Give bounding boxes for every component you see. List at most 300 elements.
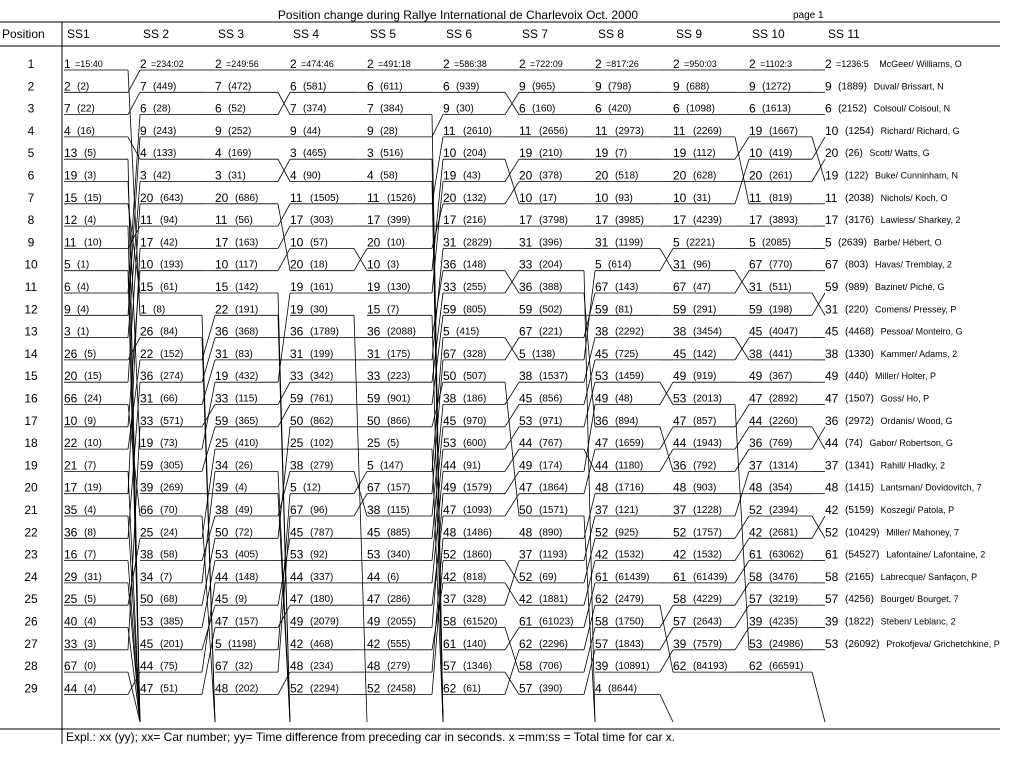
car-number: 5 (595, 257, 602, 272)
car-number: 6 (595, 101, 602, 116)
car-number: 59 (673, 302, 687, 317)
crew-name: Ordanis/ Wood, G (880, 415, 953, 426)
total-time: =234:02 (151, 59, 184, 69)
car-number: 53 (673, 391, 687, 406)
car-number: 35 (64, 503, 78, 517)
car-number: 9 (749, 79, 756, 94)
car-number: 53 (519, 413, 533, 428)
car-number: 25 (367, 436, 381, 451)
time-difference: (365) (235, 415, 259, 427)
car-number: 7 (64, 101, 71, 116)
time-difference: (3476) (769, 571, 798, 583)
car-number: 66 (140, 503, 154, 517)
time-difference: (1415) (845, 482, 874, 494)
time-difference: (19) (84, 482, 102, 494)
time-difference: (340) (387, 549, 411, 561)
time-difference: (2088) (387, 326, 416, 338)
position-number: 11 (24, 280, 38, 294)
car-number: 47 (673, 413, 687, 428)
time-difference: (1) (77, 326, 90, 338)
time-difference: (7) (387, 304, 400, 316)
stage-header-6: SS 6 (446, 27, 473, 41)
position-connector (432, 115, 443, 137)
car-number: 62 (749, 659, 763, 674)
crew-name: Buke/ Cunninham, N (875, 170, 959, 181)
car-number: 2 (215, 57, 222, 71)
time-difference: (2294) (310, 683, 339, 695)
car-number: 31 (519, 235, 533, 250)
car-number: 52 (443, 547, 457, 562)
car-number: 59 (443, 302, 457, 317)
car-number: 31 (673, 257, 687, 272)
car-number: 62 (519, 636, 533, 651)
car-number: 11 (64, 235, 77, 250)
car-number: 17 (140, 235, 154, 250)
car-number: 49 (595, 391, 609, 406)
time-difference: (4047) (769, 326, 798, 338)
time-difference: (2639) (838, 237, 867, 249)
position-number: 6 (27, 168, 35, 183)
position-connector (735, 405, 749, 427)
time-difference: (328) (463, 594, 487, 606)
car-number: 45 (290, 525, 304, 540)
car-number: 44 (215, 569, 229, 584)
time-difference: (3) (387, 259, 400, 271)
car-number: 11 (367, 190, 380, 205)
car-number: 3 (64, 324, 71, 339)
position-number: 15 (24, 369, 38, 384)
time-difference: (1843) (615, 638, 644, 650)
car-number: 67 (290, 503, 304, 517)
time-difference: (368) (235, 326, 259, 338)
car-number: 2 (595, 57, 602, 71)
car-number: 45 (673, 346, 687, 361)
car-number: 53 (825, 636, 839, 651)
position-connector (505, 628, 519, 673)
time-difference: (4) (235, 482, 248, 494)
car-number: 6 (443, 79, 450, 94)
car-number: 44 (519, 436, 533, 451)
time-difference: (28) (153, 103, 171, 115)
time-difference: (472) (228, 81, 252, 93)
position-connector (584, 360, 595, 405)
car-number: 20 (749, 168, 763, 183)
time-difference: (49) (235, 505, 253, 516)
time-difference: (96) (693, 259, 711, 271)
time-difference: (1254) (845, 125, 874, 137)
position-number: 10 (24, 257, 38, 272)
time-difference: (193) (160, 259, 184, 271)
time-difference: (223) (387, 371, 411, 383)
time-difference: (468) (310, 638, 334, 650)
time-difference: (688) (686, 81, 710, 93)
time-difference: (518) (615, 170, 639, 182)
car-number: 25 (64, 592, 78, 607)
car-number: 39 (749, 614, 763, 629)
time-difference: (706) (539, 661, 563, 673)
time-difference: (1272) (762, 81, 791, 93)
time-difference: (1659) (615, 438, 644, 450)
car-number: 57 (519, 681, 533, 696)
car-number: 16 (64, 547, 78, 562)
time-difference: (885) (387, 527, 411, 539)
car-number: 48 (825, 480, 839, 495)
car-number: 2 (825, 57, 832, 71)
car-number: 38 (595, 324, 609, 339)
crew-name: Bazinet/ Piché, G (875, 282, 945, 292)
car-number: 45 (595, 346, 609, 361)
time-difference: (175) (387, 348, 411, 360)
car-number: 59 (290, 391, 304, 406)
crew-name: Pessoa/ Monteiro, G (880, 326, 963, 337)
time-difference: (32) (235, 661, 253, 673)
time-difference: (117) (235, 259, 258, 271)
position-connector (128, 70, 140, 92)
time-difference: (384) (380, 103, 404, 115)
time-difference: (965) (532, 81, 556, 93)
car-number: 52 (519, 569, 533, 584)
position-number: 27 (24, 636, 38, 651)
time-difference: (74) (845, 438, 863, 450)
position-connector (812, 137, 825, 182)
time-difference: (10) (84, 237, 102, 249)
time-difference: (198) (769, 304, 793, 316)
time-difference: (4235) (769, 616, 798, 628)
retirement-connector (584, 516, 595, 722)
car-number: 67 (749, 257, 763, 272)
time-difference: (31) (84, 571, 102, 583)
time-difference: (152) (160, 348, 184, 360)
total-time: =817:26 (606, 59, 639, 69)
car-number: 20 (140, 190, 154, 205)
car-number: 10 (215, 257, 229, 272)
car-number: 11 (290, 190, 303, 205)
time-difference: (611) (380, 81, 403, 93)
time-difference: (102) (310, 438, 334, 450)
stage-header-11: SS 11 (828, 27, 860, 41)
time-difference: (115) (387, 505, 410, 516)
car-number: 47 (290, 592, 304, 607)
car-number: 34 (140, 569, 154, 584)
time-difference: (4468) (845, 326, 874, 338)
time-difference: (1881) (539, 594, 568, 606)
car-number: 19 (64, 168, 78, 183)
car-number: 25 (290, 436, 304, 451)
car-number: 36 (140, 369, 154, 384)
car-number: 53 (367, 547, 381, 562)
car-number: 39 (673, 636, 687, 651)
car-number: 58 (595, 614, 609, 629)
time-difference: (279) (387, 661, 411, 673)
car-number: 36 (367, 324, 381, 339)
car-number: 20 (215, 190, 229, 205)
car-number: 50 (367, 413, 381, 428)
position-connector (584, 405, 595, 472)
time-difference: (7) (615, 148, 628, 160)
car-number: 36 (519, 280, 533, 294)
car-number: 57 (443, 659, 457, 674)
position-connector (505, 471, 519, 493)
stage-header-10: SS 10 (752, 27, 785, 41)
time-difference: (2013) (693, 393, 722, 405)
time-difference: (10891) (615, 661, 650, 673)
time-difference: (686) (235, 192, 259, 204)
position-number: 24 (24, 569, 38, 584)
car-number: 10 (749, 146, 763, 161)
car-number: 37 (443, 592, 457, 607)
time-difference: (2973) (615, 125, 644, 137)
time-difference: (201) (160, 638, 184, 650)
time-difference: (17) (539, 192, 557, 204)
crew-name: Prokofjeva/ Grichetchkine, P (886, 638, 1000, 649)
time-difference: (24986) (769, 638, 804, 650)
time-difference: (4239) (693, 215, 722, 227)
car-number: 61 (673, 569, 687, 584)
time-difference: (2394) (769, 505, 798, 516)
time-difference: (385) (160, 616, 184, 628)
time-difference: (261) (769, 170, 793, 182)
car-number: 42 (749, 525, 763, 540)
time-difference: (925) (615, 527, 639, 539)
car-number: 59 (215, 413, 229, 428)
time-difference: (51) (160, 683, 178, 695)
car-number: 45 (367, 525, 381, 540)
time-difference: (31) (693, 192, 711, 204)
car-number: 49 (519, 458, 533, 473)
time-difference: (2892) (769, 393, 798, 405)
time-difference: (61520) (463, 616, 498, 628)
car-number: 33 (140, 413, 154, 428)
total-time: =15:40 (75, 59, 103, 69)
time-difference: (143) (615, 282, 639, 293)
position-connector (584, 516, 595, 561)
car-number: 62 (443, 681, 457, 696)
car-number: 10 (443, 146, 457, 161)
car-number: 12 (64, 213, 78, 228)
car-number: 1 (140, 302, 147, 317)
time-difference: (204) (463, 148, 487, 160)
time-difference: (22) (77, 103, 95, 115)
car-number: 49 (825, 369, 839, 384)
car-number: 31 (367, 346, 381, 361)
time-difference: (971) (539, 415, 563, 427)
time-difference: (1860) (463, 549, 492, 561)
time-difference: (1864) (539, 482, 568, 494)
car-number: 17 (290, 213, 304, 228)
position-number: 28 (24, 659, 38, 674)
car-number: 62 (673, 659, 687, 674)
car-number: 33 (215, 391, 229, 406)
time-difference: (58) (380, 170, 398, 182)
position-connector (505, 628, 519, 650)
car-number: 44 (825, 436, 839, 451)
time-difference: (0) (84, 661, 97, 673)
time-difference: (1613) (762, 103, 791, 115)
car-number: 37 (673, 503, 687, 517)
car-number: 58 (519, 659, 533, 674)
position-connector (660, 427, 673, 449)
time-difference: (2085) (762, 237, 791, 249)
car-number: 31 (215, 346, 229, 361)
car-number: 2 (64, 79, 71, 94)
time-difference: (8644) (608, 683, 637, 695)
time-difference: (31) (228, 170, 246, 182)
position-number: 9 (27, 235, 35, 250)
chart-title: Position change during Rallye International de Charlevoix Oct. 2000 (277, 8, 639, 22)
time-difference: (1537) (539, 371, 568, 383)
time-difference: (4) (84, 215, 97, 227)
page-label: page 1 (793, 10, 824, 21)
car-number: 62 (595, 592, 609, 607)
car-number: 48 (673, 480, 687, 495)
time-difference: (142) (693, 348, 717, 360)
total-time: =586:38 (454, 59, 487, 69)
car-number: 48 (595, 480, 609, 495)
car-number: 9 (140, 123, 147, 138)
time-difference: (26092) (845, 638, 880, 650)
time-difference: (419) (769, 148, 793, 160)
time-difference: (2296) (539, 638, 568, 650)
time-difference: (199) (310, 348, 334, 360)
car-number: 4 (367, 168, 374, 183)
time-difference: (5) (387, 438, 400, 450)
time-difference: (399) (387, 215, 411, 227)
car-number: 10 (290, 235, 304, 250)
car-number: 29 (64, 569, 78, 584)
position-connector (505, 672, 519, 694)
time-difference: (507) (463, 371, 487, 383)
position-connector (505, 561, 519, 606)
car-number: 3 (215, 168, 222, 183)
crew-name: Steben/ Leblanc, 2 (880, 616, 956, 627)
time-difference: (15) (84, 371, 102, 383)
position-connector (505, 583, 519, 605)
time-difference: (7) (84, 460, 97, 472)
position-number: 29 (24, 681, 38, 696)
car-number: 19 (140, 436, 154, 451)
time-difference: (1505) (310, 192, 339, 204)
time-difference: (441) (769, 348, 793, 360)
position-connector (584, 561, 595, 606)
car-number: 9 (64, 302, 71, 317)
time-difference: (2972) (845, 415, 874, 427)
car-number: 9 (825, 79, 832, 94)
time-difference: (148) (463, 259, 487, 271)
time-difference: (894) (615, 415, 639, 427)
car-number: 19 (215, 369, 229, 384)
car-number: 33 (367, 369, 381, 384)
position-connector (735, 516, 749, 538)
time-difference: (787) (310, 527, 334, 539)
car-number: 42 (519, 592, 533, 607)
time-difference: (7) (84, 549, 97, 561)
time-difference: (243) (153, 125, 177, 137)
time-difference: (169) (228, 148, 252, 160)
time-difference: (92) (310, 549, 328, 561)
position-number: 13 (24, 324, 38, 339)
time-difference: (555) (387, 638, 411, 650)
time-difference: (571) (160, 415, 184, 427)
car-number: 67 (64, 659, 78, 674)
car-number: 38 (519, 369, 533, 384)
car-number: 19 (290, 302, 304, 317)
car-number: 33 (290, 369, 304, 384)
car-number: 6 (290, 79, 297, 94)
position-connector (735, 137, 749, 204)
time-difference: (7) (160, 571, 173, 583)
position-number: 5 (27, 146, 35, 161)
time-difference: (10) (84, 438, 102, 450)
time-difference: (84193) (693, 661, 728, 673)
position-number: 2 (27, 79, 35, 94)
car-number: 48 (443, 525, 457, 540)
car-number: 10 (519, 190, 533, 205)
car-number: 47 (749, 391, 763, 406)
time-difference: (18) (310, 259, 328, 271)
time-difference: (354) (769, 482, 793, 494)
car-number: 36 (64, 525, 78, 540)
car-number: 19 (519, 146, 533, 161)
time-difference: (43) (463, 170, 481, 182)
crew-name: Miller/ Holter, P (875, 371, 937, 382)
time-difference: (901) (387, 393, 411, 405)
car-number: 9 (367, 123, 374, 138)
time-difference: (5) (84, 348, 97, 360)
time-difference: (1571) (539, 505, 568, 516)
time-difference: (191) (235, 304, 259, 316)
time-difference: (856) (539, 393, 563, 405)
car-number: 37 (749, 458, 763, 473)
time-difference: (3) (84, 638, 97, 650)
time-difference: (63062) (769, 549, 804, 561)
time-difference: (2221) (686, 237, 715, 249)
time-difference: (725) (615, 348, 639, 360)
crew-name: Rahill/ Hladky, 2 (880, 460, 945, 471)
car-number: 4 (140, 146, 147, 161)
time-difference: (3) (84, 170, 97, 182)
car-number: 48 (215, 681, 229, 696)
car-number: 3 (290, 146, 297, 161)
time-difference: (130) (387, 282, 411, 293)
time-difference: (58) (160, 549, 178, 561)
time-difference: (133) (153, 148, 177, 160)
car-number: 52 (825, 525, 839, 540)
car-number: 52 (290, 681, 304, 696)
car-number: 11 (825, 190, 838, 205)
car-number: 22 (64, 436, 78, 451)
time-difference: (2681) (769, 527, 798, 539)
car-number: 38 (673, 324, 687, 339)
car-number: 53 (749, 636, 763, 651)
car-number: 36 (825, 413, 839, 428)
position-number: 22 (24, 525, 38, 540)
car-number: 17 (64, 480, 78, 495)
car-number: 9 (290, 123, 297, 138)
car-number: 33 (64, 636, 78, 651)
car-number: 37 (825, 458, 839, 473)
car-number: 38 (749, 346, 763, 361)
time-difference: (3985) (615, 215, 644, 227)
position-number: 17 (24, 413, 38, 428)
car-number: 52 (367, 681, 381, 696)
time-difference: (337) (310, 571, 334, 583)
time-difference: (1228) (693, 505, 722, 516)
car-number: 45 (519, 391, 533, 406)
time-difference: (61023) (539, 616, 574, 628)
time-difference: (4) (84, 683, 97, 695)
car-number: 47 (367, 592, 381, 607)
time-difference: (174) (539, 460, 563, 472)
